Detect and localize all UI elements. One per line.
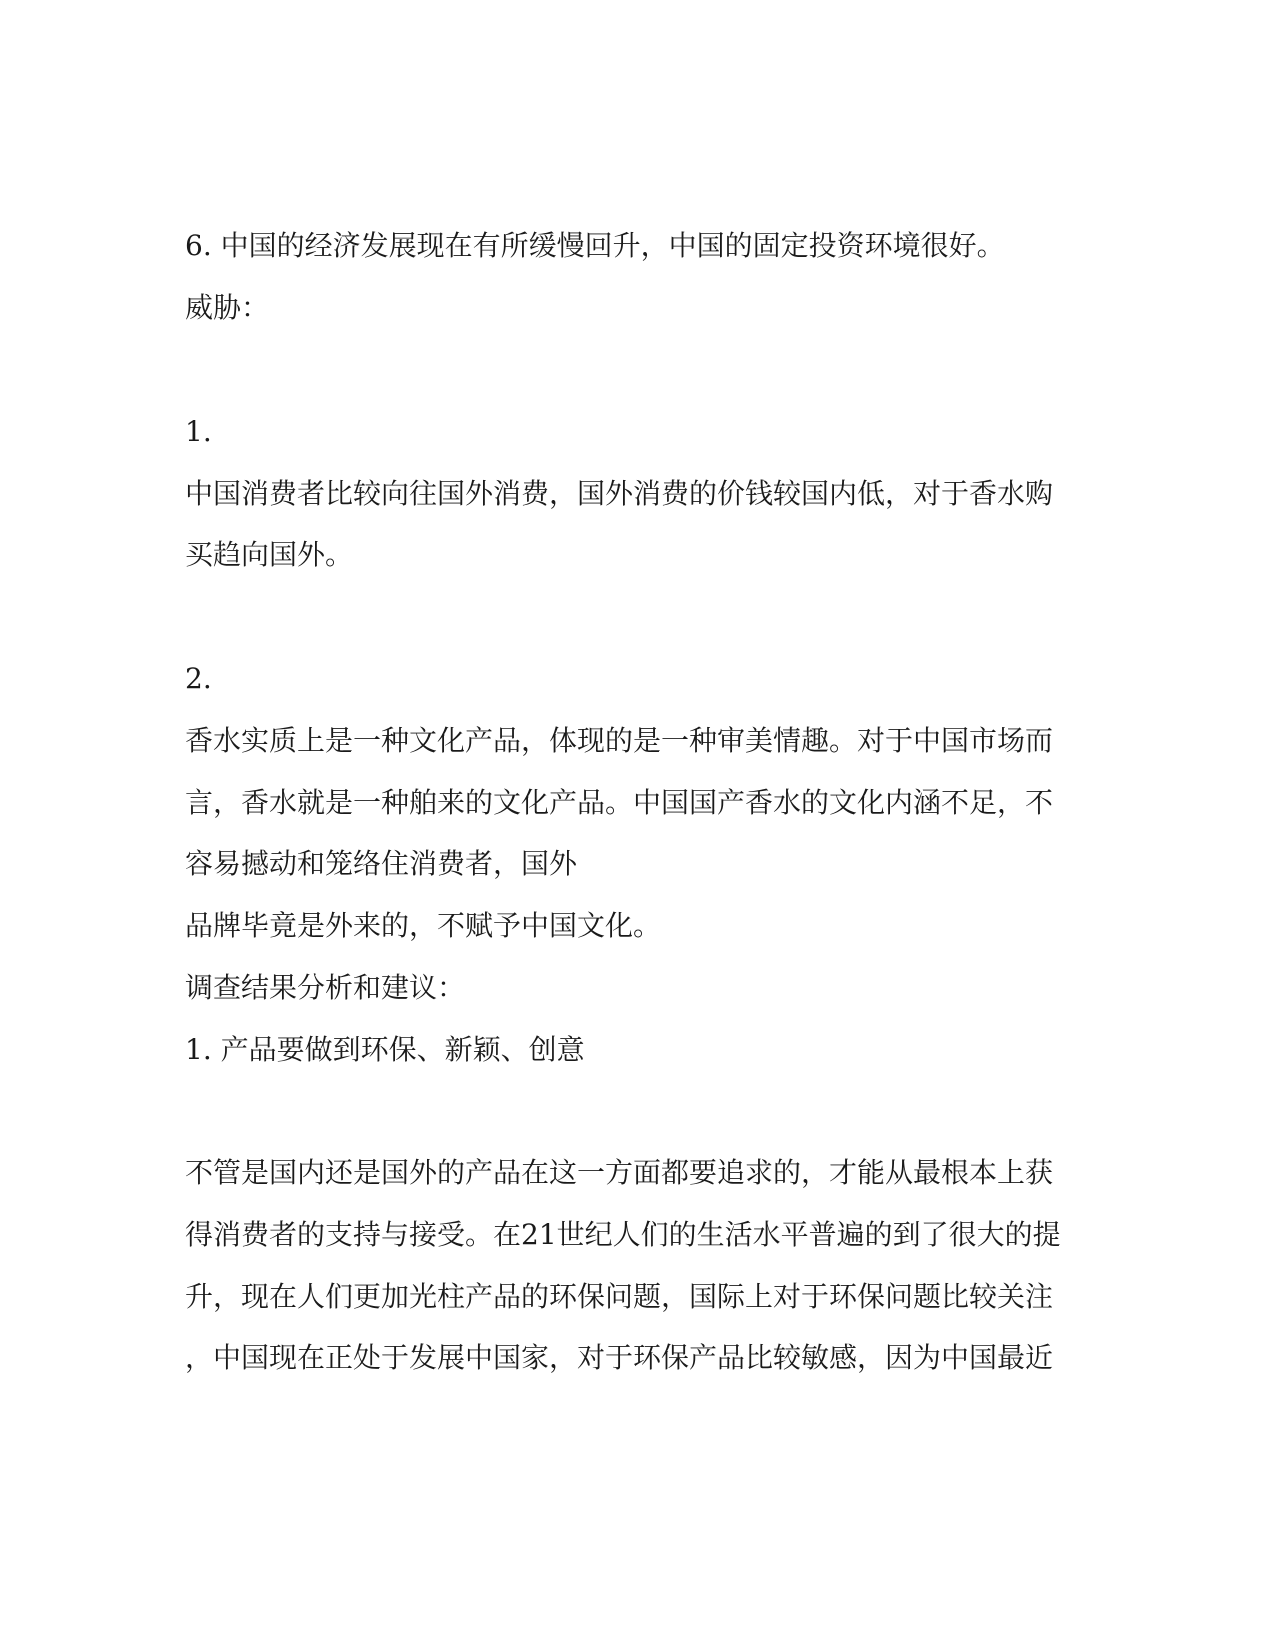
paragraph-line: 6. 中国的经济发展现在有所缓慢回升，中国的固定投资环境很好。 <box>185 229 1005 262</box>
paragraph-line: 言，香水就是一种舶来的文化产品。中国国产香水的文化内涵不足，不 <box>185 786 1054 819</box>
paragraph-line: 中国消费者比较向往国外消费，国外消费的价钱较国内低，对于香水购 <box>185 477 1054 510</box>
paragraph-line: ，中国现在正处于发展中国家，对于环保产品比较敏感，因为中国最近 <box>185 1341 1054 1374</box>
paragraph-line: 品牌毕竟是外来的，不赋予中国文化。 <box>185 909 662 942</box>
paragraph-line: 买趋向国外。 <box>185 538 354 571</box>
list-number: 2. <box>185 662 212 695</box>
paragraph-line: 不管是国内还是国外的产品在这一方面都要追求的，才能从最根本上获 <box>185 1156 1054 1189</box>
paragraph-line: 容易撼动和笼络住消费者，国外 <box>185 847 578 880</box>
section-heading-analysis: 调查结果分析和建议： <box>185 971 466 1004</box>
paragraph-line: 香水实质上是一种文化产品，体现的是一种审美情趣。对于中国市场而 <box>185 724 1054 757</box>
list-item-heading: 1. 产品要做到环保、新颖、创意 <box>185 1033 585 1066</box>
section-heading-threats: 威胁： <box>185 291 270 324</box>
paragraph-line: 得消费者的支持与接受。在21世纪人们的生活水平普遍的到了很大的提 <box>185 1218 1061 1251</box>
list-number: 1. <box>185 415 212 448</box>
paragraph-line: 升，现在人们更加光柱产品的环保问题，国际上对于环保问题比较关注 <box>185 1280 1054 1313</box>
